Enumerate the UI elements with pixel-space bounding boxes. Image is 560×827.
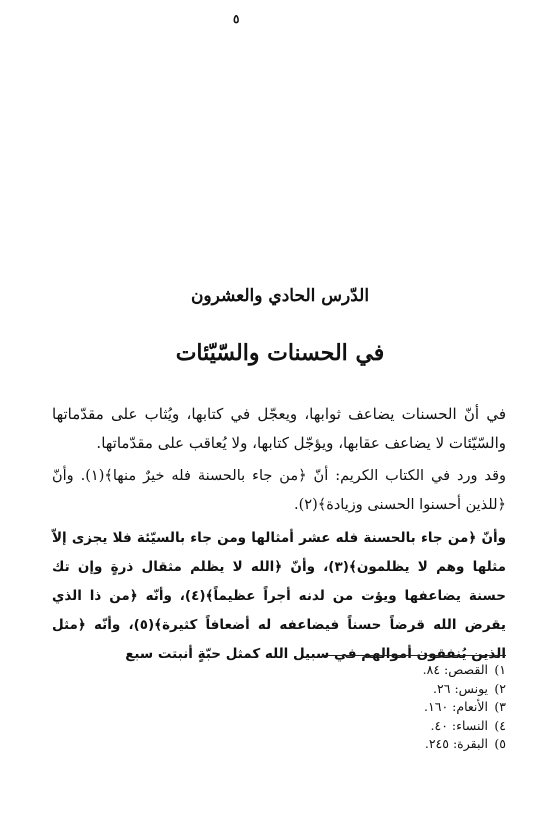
footnote-number: ٣) <box>494 699 506 714</box>
footnotes-list <box>306 661 506 754</box>
paragraph-verses: وأنّ ﴿من جاء بالحسنة فله عشر أمثالها ومن جاء بالسيّئة فلا يجزى إلاّ مثلها وهم لا يظلمون﴾(٣)، وأنّ ﴿الله لا يظلم مثقال ذرةٍ وإن تك حسنة يضاعفها ويؤت من لدنه أجراً عظيماً﴾(٤)، وأنّه ﴿من ذا الذي يقرض الله قرضاً حسناً فيضاعفه له أضعافاً كثيرة﴾(٥)، وأنّه ﴿مثل الذين يُنفقون أموالهم في سبيل الله كمثل حبّةٍ أنبتت سبع <box>52 530 507 662</box>
footnote-text: يونس: ٢٦. <box>433 680 489 696</box>
footnote-text: الأنعام: ١٦٠. <box>424 699 489 714</box>
footnote-divider <box>322 655 506 656</box>
paragraph-scripture: وقد ورد في الكتاب الكريم: أنّ ﴿من جاء بالحسنة فله خيرٌ منها﴾(١). وأنّ ﴿للذين أحسنوا الحسنى وزيادة﴾(٢). <box>52 468 506 513</box>
footnote-item <box>306 698 506 717</box>
footnote-item <box>306 717 506 736</box>
footnote-number: ٤) <box>494 717 506 733</box>
paragraph-intro: في أنّ الحسنات يضاعف ثوابها، ويعجّل في كتابها، ويُثاب على مقدّماتها والسّيّئات لا يضاعف عقابها، ويؤجّل كتابها، ولا يُعاقب على مقدّماتها. <box>52 405 506 452</box>
section-title: في الحسنات والسّيّئات <box>175 340 385 366</box>
footnote-number: ٥) <box>494 736 506 751</box>
lesson-title: الدّرس الحادي والعشرون <box>190 286 370 306</box>
footnote-item <box>306 680 506 699</box>
footnote-item <box>306 661 506 680</box>
footnote-number: ١) <box>494 662 506 677</box>
page-mark: ٥ <box>233 12 240 26</box>
footnote-number: ٢) <box>494 680 506 696</box>
footnote-item <box>306 735 506 754</box>
footnote-text: البقرة: ٢٤٥. <box>424 736 489 751</box>
footnote-text: القصص: ٨٤. <box>422 662 489 677</box>
body-text <box>52 400 506 673</box>
footnote-text: النساء: ٤٠. <box>430 717 489 733</box>
